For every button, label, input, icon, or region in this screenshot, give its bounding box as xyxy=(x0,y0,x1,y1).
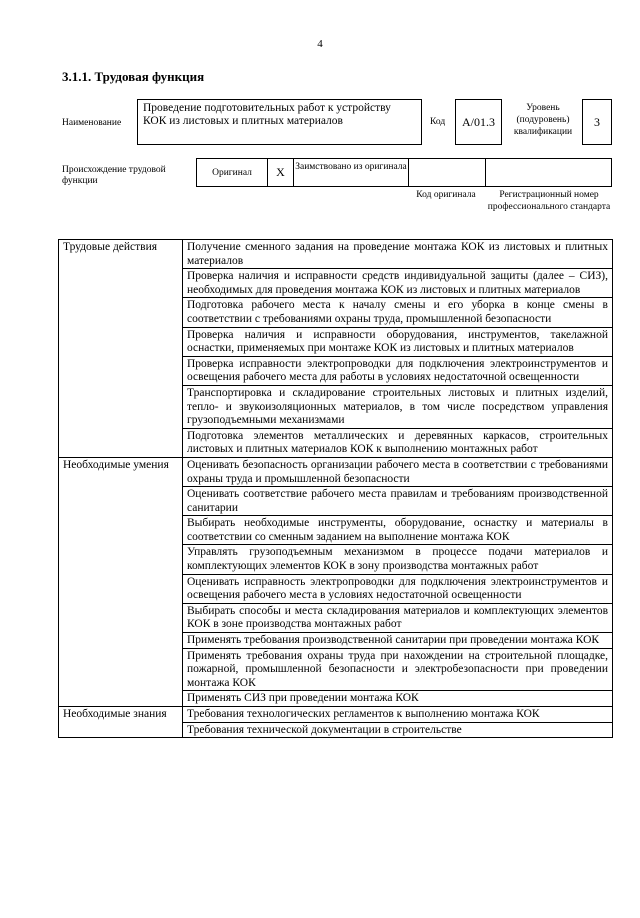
item-cell: Оценивать безопасность организации рабочего места в соответствии с требованиями охраны труда и промышленной безопасности xyxy=(183,457,613,486)
item-cell: Получение сменного задания на проведение монтажа КОК из листовых и плитных материалов xyxy=(183,240,613,269)
item-cell: Управлять грузоподъемным механизмом в процессе подачи материалов и комплектующих элементов КОК в зону производства монтажных работ xyxy=(183,545,613,574)
item-cell: Оценивать исправность электропроводки для подключения электроинструментов и освещения рабочего места в условиях недостаточной освещенности xyxy=(183,574,613,603)
item-cell: Проверка наличия и исправности оборудования, инструментов, такелажной оснастки, применяемых при монтаже КОК из листовых и плитных материалов xyxy=(183,327,613,356)
code-value: A/01.3 xyxy=(455,99,502,145)
item-cell: Подготовка рабочего места к началу смены и его уборка в конце смены в соответствии с требованиями охраны труда, промышленной безопасности xyxy=(183,298,613,327)
name-value: Проведение подготовительных работ к устройству КОК из листовых и плитных материалов xyxy=(137,99,422,145)
function-table xyxy=(58,239,613,738)
table-row xyxy=(59,707,613,723)
item-cell: Транспортировка и складирование строительных листовых и плитных изделий, тепло- и звукоизоляционных материалов, в том числе посредством управления грузоподъемными механизмами xyxy=(183,385,613,428)
item-cell: Применять СИЗ при проведении монтажа КОК xyxy=(183,691,613,707)
category-cell: Необходимые умения xyxy=(59,457,183,706)
item-cell: Проверка наличия и исправности средств индивидуальной защиты (далее – СИЗ), необходимых для проведения монтажа КОК из листовых и плитных материалов xyxy=(183,269,613,298)
table-row xyxy=(59,240,613,269)
reg-number-label: Регистрационный номер профессионального стандарта xyxy=(487,190,611,212)
item-cell: Проверка исправности электропроводки для подключения электроинструментов и освещения рабочего места для работы в условиях недостаточной освещенности xyxy=(183,356,613,385)
item-cell: Выбирать способы и места складирования материалов и комплектующих элементов КОК в зоне производства монтажных работ xyxy=(183,603,613,632)
borrowed-label: Заимствовано из оригинала xyxy=(293,158,409,187)
item-cell: Подготовка элементов металлических и деревянных каркасов, строительных листовых и плитных материалов КОК к выполнению монтажных работ xyxy=(183,428,613,457)
code-original-label: Код оригинала xyxy=(416,190,476,200)
item-cell: Оценивать соответствие рабочего места правилам и требованиям производственной санитарии xyxy=(183,487,613,516)
item-cell: Требования технологических регламентов к выполнению монтажа КОК xyxy=(183,707,613,723)
original-label: Оригинал xyxy=(196,158,268,187)
item-cell: Требования технической документации в строительстве xyxy=(183,722,613,738)
reg-number-cell xyxy=(485,158,612,187)
origin-row xyxy=(196,158,612,187)
level-label: Уровень (подуровень) квалификации xyxy=(513,103,573,137)
name-label: Наименование xyxy=(62,118,122,128)
code-label: Код xyxy=(430,117,446,127)
item-cell: Выбирать необходимые инструменты, оборудование, оснастку и материалы в соответствии со сменным заданием на выполнение монтажа КОК xyxy=(183,516,613,545)
category-cell: Трудовые действия xyxy=(59,240,183,458)
item-cell: Применять требования производственной санитарии при проведении монтажа КОК xyxy=(183,633,613,649)
page-number: 4 xyxy=(317,38,323,50)
level-value: 3 xyxy=(582,99,612,145)
code-original-cell xyxy=(408,158,486,187)
origin-label: Происхождение трудовой функции xyxy=(62,165,166,186)
original-mark: X xyxy=(267,158,294,187)
category-cell: Необходимые знания xyxy=(59,707,183,738)
table-row xyxy=(59,457,613,486)
section-title: 3.1.1. Трудовая функция xyxy=(62,69,205,84)
item-cell: Применять требования охраны труда при нахождении на строительной площадке, пожарной, промышленной безопасности и электробезопасности при проведении монтажа КОК xyxy=(183,648,613,691)
